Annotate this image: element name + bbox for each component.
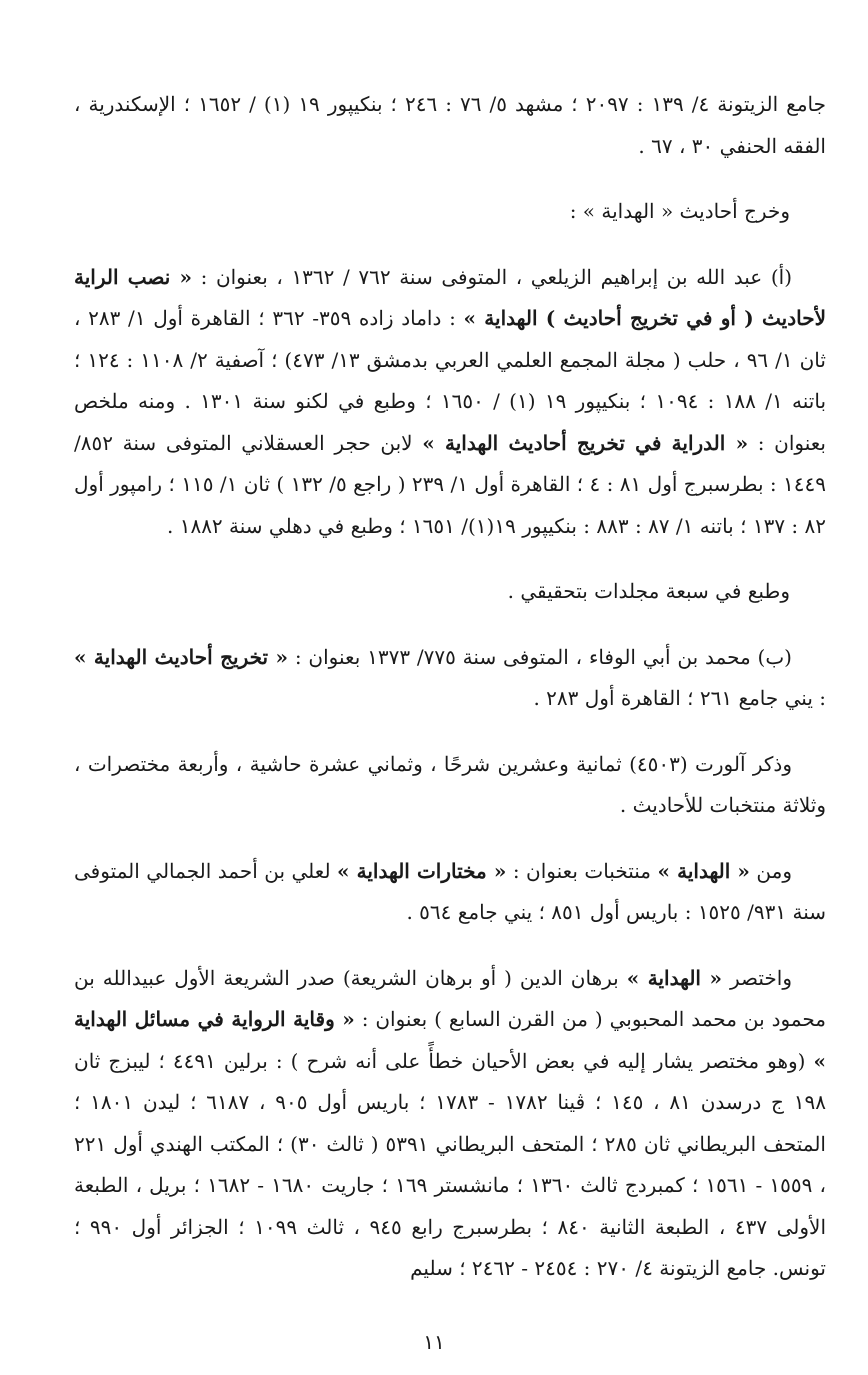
paragraph-5-text-a: (ب) محمد بن أبي الوفاء ، المتوفى سنة ٧٧٥/ ١٣٧٣ بعنوان : [288, 644, 792, 669]
paragraph-7-text-c: منتخبات بعنوان : [506, 858, 658, 883]
paragraph-7-title-mukhtarat: « مختارات الهداية » [337, 858, 507, 883]
paragraph-3-title-al-diraya: « الدراية في تخريج أحاديث الهداية » [422, 430, 749, 455]
page-body [74, 84, 826, 1314]
paragraph-7 [74, 851, 826, 934]
paragraph-3-text-e: لابن حجر العسقلاني المتوفى سنة ٨٥٢/ ١٤٤٩ : بطرسبرج أول ٨١ : ٤ ؛ القاهرة أول ١/ ٢٣٩ ( راجع ٥/ ١٣٢ ) ثان ١/ ١١٥ ؛ رامپور أول ٨٢ : ١٣٧ ؛ باتنه ١/ ٨٧ : ٨٨٣ : بنكيپور ١٩(١)/ ١٦٥١ ؛ وطبع في دهلي سنة ١٨٨٢ . [74, 430, 826, 538]
paragraph-3-text-a: (أ) عبد الله بن إبراهيم الزيلعي ، المتوفى سنة ٧٦٢ / ١٣٦٢ ، بعنوان : [192, 264, 793, 289]
paragraph-8-title-wiqayat: « وقاية الرواية في مسائل الهداية » [74, 1007, 826, 1073]
page-number: ١١ [423, 1330, 445, 1354]
paragraph-7-text-e: لعلي بن أحمد الجمالي المتوفى سنة ٩٣١/ ١٥٢٥ : باريس أول ٨٥١ ؛ يني جامع ٥٦٤ . [74, 858, 826, 924]
paragraph-8-text-a: واختصر [722, 965, 793, 990]
paragraph-3-title-nasb-al-raya: « نصب الراية لأحاديث ( أو في تخريج أحاديث ) الهداية » [74, 264, 826, 330]
paragraph-5-text-c: : يني جامع ٢٦١ ؛ القاهرة أول ٢٨٣ . [533, 686, 826, 710]
paragraph-7-title-hidaya: « الهداية » [657, 858, 750, 883]
paragraph-2: وخرج أحاديث « الهداية » : [569, 199, 790, 223]
paragraph-8-title-hidaya: « الهداية » [626, 965, 723, 990]
paragraph-3-text-c: : داماد زاده ٣٥٩- ٣٦٢ ؛ القاهرة أول ١/ ٢٨٣ ، ثان ١/ ٩٦ ، حلب ( مجلة المجمع العلمي العربي بدمشق ١٣/ ٤٧٣) ؛ آصفية ٢/ ١١٠٨ : ١٢٤ ؛ باتنه ١/ ١٨٨ : ١٠٩٤ ؛ بنكيپور ١٩ (١) / ١٦٥٠ ؛ وطبع في لكنو سنة ١٣٠١ . ومنه ملخص بعنوان : [74, 306, 827, 455]
paragraph-5-title-takhrij: « تخريج أحاديث الهداية » [74, 644, 289, 669]
paragraph-4: وطبع في سبعة مجلدات بتحقيقي . [507, 579, 790, 603]
paragraph-1: جامع الزيتونة ٤/ ١٣٩ : ٢٠٩٧ ؛ مشهد ٥/ ٧٦ : ٢٤٦ ؛ بنكيپور ١٩ (١) / ١٦٥٢ ؛ الإسكندرية ، الفقه الحنفي ٣٠ ، ٦٧ . [74, 92, 826, 158]
paragraph-8-text-c: برهان الدين ( أو برهان الشريعة) صدر الشريعة الأول عبيدالله بن محمود بن محمد المحبوبي ( من القرن السابع ) بعنوان : [74, 965, 826, 1031]
paragraph-3 [74, 257, 826, 548]
paragraph-5 [74, 637, 826, 720]
paragraph-6: وذكر آلورت (٤٥٠٣) ثمانية وعشرين شرحًا ، وثماني عشرة حاشية ، وأربعة مختصرات ، وثلاثة منتخبات للأحاديث . [74, 751, 826, 817]
paragraph-8-text-e: (وهو مختصر يشار إليه في بعض الأحيان خطأً على أنه شرح ) : برلين ٤٤٩١ ؛ ليبزج ثان ١٩٨ ج درسدن ٨١ ، ١٤٥ ؛ ڤينا ١٧٨٢ - ١٧٨٣ ؛ باريس أول ٩٠٥ ، ٦١٨٧ ؛ ليدن ١٨٠١ ؛ المتحف البريطاني ثان ٢٨٥ ؛ المتحف البريطاني ٥٣٩١ ( ثالث ٣٠) ؛ المكتب الهندي أول ٢٢١ ، ١٥٥٩ - ١٥٦١ ؛ كمبردج ثالث ١٣٦٠ ؛ مانشستر ١٦٩ ؛ جاريت ١٦٨٠ - ١٦٨٢ ؛ بريل ، الطبعة الأولى ٤٣٧ ، الطبعة الثانية ٨٤٠ ؛ بطرسبرج رابع ٩٤٥ ، ثالث ١٠٩٩ ؛ الجزائر أول ٩٩٠ ؛ تونس. جامع الزيتونة ٤/ ٢٧٠ : ٢٤٥٤ - ٢٤٦٢ ؛ سليم [74, 1048, 826, 1280]
paragraph-8 [74, 958, 826, 1290]
paragraph-7-text-a: ومن [749, 858, 793, 883]
